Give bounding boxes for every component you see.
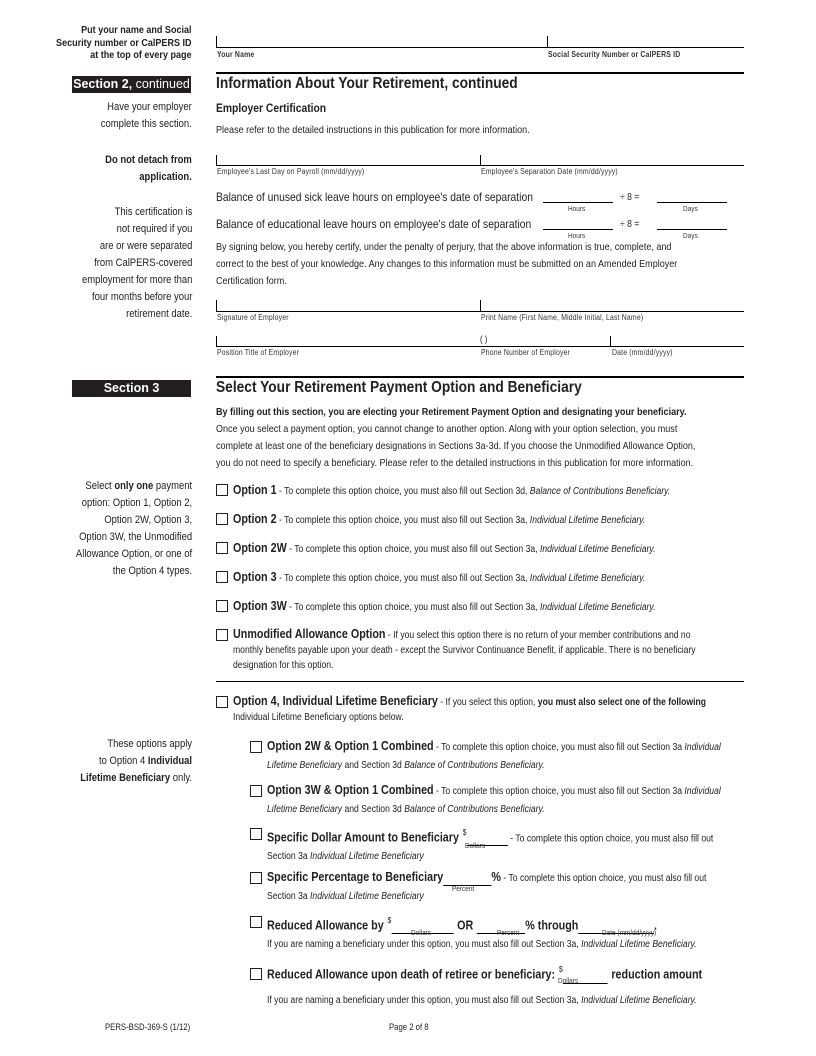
dollar-sign: $ bbox=[558, 965, 563, 974]
reduced-allowance-checkbox[interactable] bbox=[250, 916, 262, 928]
field-tick bbox=[216, 155, 217, 165]
side-note-line bbox=[80, 753, 192, 770]
field-tick bbox=[547, 36, 548, 47]
side-note-line: Have your employer bbox=[107, 101, 192, 113]
side-note-line: Do not detach from bbox=[105, 154, 192, 166]
reduced-allowance-death-note bbox=[267, 990, 697, 1008]
divider bbox=[216, 72, 744, 74]
option-desc: - To complete this option choice, you must also fill out Section 3a, bbox=[276, 573, 530, 584]
field-tick bbox=[480, 155, 481, 165]
option-title: Option 4, Individual Lifetime Beneficiary bbox=[233, 694, 438, 708]
sick-leave-days-field[interactable] bbox=[657, 202, 727, 203]
side-note-line: employment for more than bbox=[81, 274, 192, 286]
option-desc: Section 3a bbox=[267, 851, 311, 863]
option-4-row bbox=[233, 693, 706, 725]
header-note-line: at the top of every page bbox=[90, 49, 192, 61]
option-3-checkbox[interactable] bbox=[216, 571, 228, 583]
period: . bbox=[654, 918, 658, 933]
hours-label: Hours bbox=[568, 204, 586, 213]
option-desc: Section 3a bbox=[267, 891, 311, 902]
option-2w-1-combined-checkbox[interactable] bbox=[250, 741, 262, 753]
option-title: Option 3 bbox=[233, 570, 277, 584]
side-note-line: application. bbox=[139, 171, 192, 183]
option-1-row bbox=[233, 481, 670, 499]
dollars-label: Dollars bbox=[465, 841, 486, 850]
divider bbox=[216, 376, 744, 378]
field-tick bbox=[480, 300, 481, 311]
header-note-line: Security number or CalPERS ID bbox=[56, 36, 192, 49]
option-desc: and Section 3d bbox=[342, 804, 405, 815]
option-title: Option 2W bbox=[233, 541, 287, 555]
dollar-sign: $ bbox=[462, 828, 467, 837]
option-desc: monthly benefits payable upon your death - except the Survivor Continuance Benefit, if applicable. There is no beneficiary bbox=[233, 645, 696, 656]
edu-leave-text: Balance of educational leave hours on employee's date of separation bbox=[216, 217, 532, 231]
last-day-payroll-field[interactable] bbox=[216, 165, 744, 166]
sick-leave-hours-field[interactable] bbox=[543, 202, 613, 203]
reduction-amount-text: reduction amount bbox=[611, 967, 703, 982]
side-text: only. bbox=[170, 772, 192, 784]
side-note-line: Allowance Option, or one of bbox=[75, 548, 192, 560]
side-note-line: These options apply bbox=[107, 738, 192, 750]
option-3w-1-combined-checkbox[interactable] bbox=[250, 785, 262, 797]
dollar-sign: $ bbox=[387, 916, 392, 925]
specific-dollar-amount-checkbox[interactable] bbox=[250, 828, 262, 840]
days-label: Days bbox=[683, 204, 698, 213]
date-label: Date (mm/dd/yyyy) bbox=[612, 348, 673, 357]
option-title: Specific Percentage to Beneficiary bbox=[267, 870, 444, 884]
ssn-label: Social Security Number or CalPERS ID bbox=[548, 50, 681, 59]
select-one-note bbox=[76, 478, 192, 580]
field-tick bbox=[216, 36, 217, 47]
unmodified-allowance-checkbox[interactable] bbox=[216, 629, 228, 641]
field-tick bbox=[216, 300, 217, 311]
option-title: Option 1 bbox=[233, 483, 277, 497]
section-2-side-note bbox=[101, 99, 192, 133]
section-2-bar-suffix: continued bbox=[135, 77, 190, 91]
side-note-line: not required if you bbox=[116, 223, 192, 235]
dollars-label: Dollars bbox=[411, 928, 432, 937]
side-note-line: are or were separated bbox=[99, 240, 192, 252]
field-tick bbox=[216, 336, 217, 346]
option-beneficiary: Individual Lifetime Beneficiary. bbox=[539, 544, 656, 555]
section-2-bar-label: Section 2, bbox=[73, 77, 133, 91]
option-beneficiary: Individual Lifetime Beneficiary. bbox=[529, 573, 646, 584]
option-2w-checkbox[interactable] bbox=[216, 542, 228, 554]
specific-percentage-row bbox=[267, 869, 706, 905]
print-name-label: Print Name (First Name, Middle Initial, Last Name) bbox=[481, 313, 644, 322]
divider bbox=[216, 681, 744, 682]
option-1-checkbox[interactable] bbox=[216, 484, 228, 496]
do-not-detach-note bbox=[105, 152, 192, 186]
option-title: Option 3W & Option 1 Combined bbox=[267, 783, 434, 797]
section-3-bar: Section 3 bbox=[72, 380, 191, 397]
option-beneficiary: Individual Lifetime Beneficiary. bbox=[581, 995, 697, 1006]
divide-by-eight: ÷ 8 = bbox=[620, 219, 640, 230]
side-note-line: Option 3W, the Unmodified bbox=[78, 531, 192, 543]
unmodified-allowance-row bbox=[233, 626, 696, 673]
option-beneficiary: Balance of Contributions Beneficiary. bbox=[404, 760, 545, 771]
option-desc: - To complete this option choice, you must also fill out Section 3a, bbox=[286, 602, 540, 613]
intro-line: Once you select a payment option, you cannot change to another option. Along with your option selection, you must bbox=[216, 423, 678, 435]
option-beneficiary: Individual Lifetime Beneficiary. bbox=[529, 515, 646, 526]
section-3-lead: By filling out this section, you are electing your Retirement Payment Option and designating your beneficiary. bbox=[216, 406, 687, 418]
side-text: to Option 4 bbox=[98, 755, 148, 767]
header-note-line: Put your name and Social bbox=[81, 24, 192, 36]
reduced-allowance-death-row bbox=[267, 965, 702, 984]
employer-certification-heading: Employer Certification bbox=[216, 101, 327, 115]
sick-leave-text: Balance of unused sick leave hours on employee's date of separation bbox=[216, 190, 533, 204]
option-3w-row bbox=[233, 597, 655, 615]
days-label: Days bbox=[683, 231, 698, 240]
form-id: PERS-BSD-369-S (1/12) bbox=[105, 1022, 191, 1032]
option-title: Reduced Allowance upon death of retiree or beneficiary: bbox=[267, 967, 556, 982]
reduced-allowance-death-checkbox[interactable] bbox=[250, 968, 262, 980]
option-beneficiary: Individual bbox=[684, 786, 721, 797]
option-desc: - If you select this option, bbox=[437, 697, 538, 708]
option-4-applies-note bbox=[80, 736, 192, 787]
your-name-label: Your Name bbox=[217, 50, 255, 59]
option-title: Reduced Allowance by bbox=[267, 918, 384, 933]
option-desc-bold: you must also select one of the following bbox=[537, 697, 706, 708]
option-desc: - To complete this option choice, you must also fill out Section 3a bbox=[433, 786, 685, 797]
header-instruction bbox=[57, 24, 192, 62]
side-note-line: retirement date. bbox=[125, 308, 192, 320]
option-2w-1-combined-row bbox=[267, 738, 721, 774]
side-note-line bbox=[80, 770, 192, 787]
side-note-line: option: Option 1, Option 2, bbox=[81, 497, 192, 509]
certification-not-required-note bbox=[82, 204, 192, 323]
edu-leave-days-field[interactable] bbox=[657, 229, 727, 230]
position-title-field[interactable] bbox=[216, 346, 744, 347]
option-desc: - To complete this option choice, you must also fill out bbox=[500, 873, 707, 884]
divide-by-eight: ÷ 8 = bbox=[620, 192, 640, 203]
percent-label: Percent bbox=[497, 928, 520, 937]
option-desc: If you are naming a beneficiary under this option, you must also fill out Section 3a, bbox=[267, 995, 582, 1006]
option-2w-row bbox=[233, 539, 655, 557]
side-text-bold: only one bbox=[114, 480, 154, 492]
option-3-row bbox=[233, 568, 645, 586]
option-title: Unmodified Allowance Option bbox=[233, 627, 386, 641]
option-3w-checkbox[interactable] bbox=[216, 600, 228, 612]
intro-line: you do not need to specify a beneficiary. Please refer to the detailed instructions in this publication for more information. bbox=[216, 457, 694, 469]
section-3-intro bbox=[216, 421, 695, 472]
option-desc: - To complete this option choice, you must also fill out Section 3d, bbox=[276, 486, 530, 497]
section-2-bar bbox=[72, 76, 191, 93]
intro-line: complete at least one of the beneficiary designations in Sections 3a-3d. If you choose the Unmodified Allowance Option, bbox=[216, 440, 696, 452]
option-desc: - To complete this option choice, you must also fill out Section 3a bbox=[433, 742, 685, 753]
side-note-line: the Option 4 types. bbox=[112, 565, 192, 577]
side-note-line: Option 2W, Option 3, bbox=[104, 514, 192, 526]
option-beneficiary: Lifetime Beneficiary bbox=[267, 760, 343, 771]
date-label: Date (mm/dd/yyyy) bbox=[602, 928, 657, 937]
option-2-row bbox=[233, 510, 645, 528]
option-desc: If you are naming a beneficiary under this option, you must also fill out Section 3a, bbox=[267, 939, 582, 951]
option-beneficiary: Individual Lifetime Beneficiary. bbox=[539, 602, 656, 613]
signature-field[interactable] bbox=[216, 311, 744, 312]
side-text-bold: Lifetime Beneficiary bbox=[80, 772, 171, 784]
option-title: Option 2 bbox=[233, 512, 277, 526]
through-text: % through bbox=[525, 918, 579, 933]
option-desc: designation for this option. bbox=[233, 660, 334, 671]
edu-leave-hours-field[interactable] bbox=[543, 229, 613, 230]
percent-sign: % bbox=[491, 870, 501, 884]
dollars-label: Dollars bbox=[558, 976, 579, 985]
option-desc: - To complete this option choice, you must also fill out Section 3a, bbox=[276, 515, 530, 526]
side-note-line: from CalPERS-covered bbox=[93, 257, 192, 269]
side-note-line bbox=[76, 478, 192, 495]
last-day-payroll-label: Employee's Last Day on Payroll (mm/dd/yyyy) bbox=[217, 167, 365, 176]
option-desc: and Section 3d bbox=[342, 760, 405, 771]
option-beneficiary: Individual Lifetime Beneficiary. bbox=[581, 939, 697, 951]
hours-label: Hours bbox=[568, 231, 586, 240]
option-title: Option 3W bbox=[233, 599, 287, 613]
side-text-bold: Individual bbox=[147, 755, 192, 767]
side-text: payment bbox=[153, 480, 192, 492]
option-beneficiary: Individual Lifetime Beneficiary bbox=[310, 851, 424, 863]
position-title-label: Position Title of Employer bbox=[217, 348, 300, 357]
option-desc: - To complete this option choice, you must also fill out bbox=[507, 833, 714, 845]
phone-label: Phone Number of Employer bbox=[481, 348, 571, 357]
specific-dollar-amount-row bbox=[267, 825, 713, 865]
section-2-title: Information About Your Retirement, continued bbox=[216, 75, 518, 92]
option-title: Option 2W & Option 1 Combined bbox=[267, 739, 434, 753]
option-beneficiary: Balance of Contributions Beneficiary. bbox=[529, 486, 671, 497]
side-note-line: This certification is bbox=[114, 206, 192, 218]
section-3-title: Select Your Retirement Payment Option and Beneficiary bbox=[216, 379, 582, 396]
option-3w-1-combined-row bbox=[267, 782, 721, 818]
signature-label: Signature of Employer bbox=[217, 313, 289, 322]
option-beneficiary: Lifetime Beneficiary bbox=[267, 804, 343, 815]
option-beneficiary: Individual bbox=[684, 742, 721, 753]
page-number: Page 2 of 8 bbox=[389, 1022, 429, 1032]
side-text: Select bbox=[85, 480, 115, 492]
employer-cert-intro: Please refer to the detailed instructions in this publication for more information. bbox=[216, 124, 530, 136]
percent-label: Percent bbox=[452, 884, 475, 893]
option-4-checkbox[interactable] bbox=[216, 696, 228, 708]
option-beneficiary: Individual Lifetime Beneficiary bbox=[310, 891, 424, 902]
certify-line: correct to the best of your knowledge. Any changes to this information must be submitted on an Amended Employer bbox=[216, 258, 678, 270]
option-title: Specific Dollar Amount to Beneficiary bbox=[267, 830, 459, 845]
side-note-line: four months before your bbox=[91, 291, 192, 303]
separation-date-label: Employee's Separation Date (mm/dd/yyyy) bbox=[481, 167, 618, 176]
option-beneficiary: Balance of Contributions Beneficiary. bbox=[404, 804, 545, 815]
field-tick bbox=[610, 336, 611, 346]
phone-parens: ( ) bbox=[480, 334, 488, 344]
specific-percentage-checkbox[interactable] bbox=[250, 872, 262, 884]
side-note-line: complete this section. bbox=[101, 118, 192, 130]
option-desc: - If you select this option there is no return of your member contributions and no bbox=[385, 630, 691, 641]
option-desc: - To complete this option choice, you must also fill out Section 3a, bbox=[286, 544, 540, 555]
certify-line: Certification form. bbox=[216, 275, 287, 287]
or-text: OR bbox=[457, 918, 474, 933]
option-desc: Individual Lifetime Beneficiary options below. bbox=[233, 712, 404, 723]
certify-line: By signing below, you hereby certify, under the penalty of perjury, that the above information is true, complete, and bbox=[216, 241, 672, 253]
option-2-checkbox[interactable] bbox=[216, 513, 228, 525]
certify-statement bbox=[216, 239, 677, 290]
your-name-field[interactable] bbox=[216, 47, 744, 48]
